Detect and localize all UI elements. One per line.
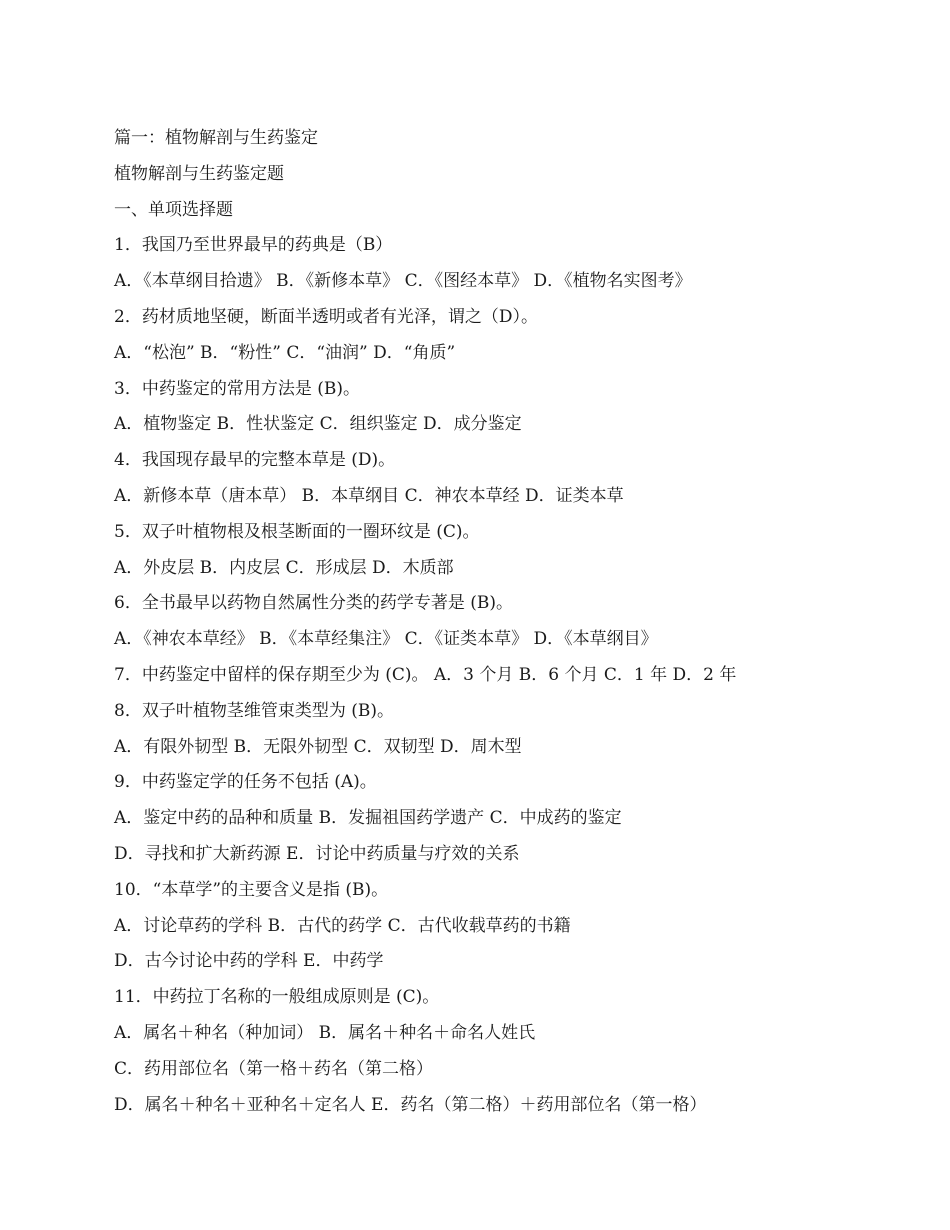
question-6-options: A．《神农本草经》 B．《本草经集注》 C．《证类本草》 D．《本草纲目》: [114, 629, 658, 650]
question-2: 2．药材质地坚硬，断面半透明或者有光泽，谓之（D）。: [114, 306, 538, 327]
question-11-options-1: A．属名＋种名（种加词） B．属名＋种名＋命名人姓氏: [114, 1022, 536, 1043]
document-title: 植物解剖与生药鉴定题: [114, 163, 284, 184]
question-10-options-1: A．讨论草药的学科 B．古代的药学 C．古代收载草药的书籍: [114, 915, 571, 936]
question-3-options: A．植物鉴定 B．性状鉴定 C．组织鉴定 D．成分鉴定: [114, 414, 522, 435]
section-title: 篇一：植物解剖与生药鉴定: [114, 128, 318, 148]
question-3: 3．中药鉴定的常用方法是 (B)。: [114, 378, 360, 399]
question-5-options: A．外皮层 B．内皮层 C．形成层 D．木质部: [114, 557, 454, 578]
question-10: 10．“本草学”的主要含义是指 (B)。: [114, 879, 389, 900]
question-7: 7．中药鉴定中留样的保存期至少为 (C)。 A．3 个月 B．6 个月 C．1 年 D．2 年: [114, 664, 737, 685]
question-section-heading: 一、单项选择题: [114, 199, 233, 220]
question-11-options-2: C．药用部位名（第一格＋药名（第二格）: [114, 1058, 434, 1079]
question-4-options: A．新修本草（唐本草） B．本草纲目 C．神农本草经 D．证类本草: [114, 485, 624, 506]
question-1-options: A．《本草纲目拾遗》 B．《新修本草》 C．《图经本草》 D．《植物名实图考》: [114, 271, 692, 292]
question-11-options-3: D．属名＋种名＋亚种名＋定名人 E．药名（第二格）＋药用部位名（第一格）: [114, 1094, 707, 1115]
question-5: 5．双子叶植物根及根茎断面的一圈环纹是 (C)。: [114, 521, 480, 542]
question-9: 9．中药鉴定学的任务不包括 (A)。: [114, 772, 377, 793]
question-6: 6．全书最早以药物自然属性分类的药学专著是 (B)。: [114, 593, 513, 614]
question-1: 1．我国乃至世界最早的药典是（B）: [114, 235, 393, 256]
question-10-options-2: D．古今讨论中药的学科 E．中药学: [114, 951, 384, 972]
question-9-options-1: A．鉴定中药的品种和质量 B．发掘祖国药学遗产 C．中成药的鉴定: [114, 808, 622, 829]
question-8: 8．双子叶植物茎维管束类型为 (B)。: [114, 700, 394, 721]
question-9-options-2: D．寻找和扩大新药源 E．讨论中药质量与疗效的关系: [114, 843, 520, 864]
question-8-options: A．有限外韧型 B．无限外韧型 C．双韧型 D．周木型: [114, 736, 522, 757]
question-4: 4．我国现存最早的完整本草是 (D)。: [114, 450, 396, 471]
document-body: [114, 121, 874, 1123]
question-2-options: A．“松泡” B．“粉性” C．“油润” D．“角质”: [114, 342, 456, 363]
question-11: 11．中药拉丁名称的一般组成原则是 (C)。: [114, 987, 440, 1008]
